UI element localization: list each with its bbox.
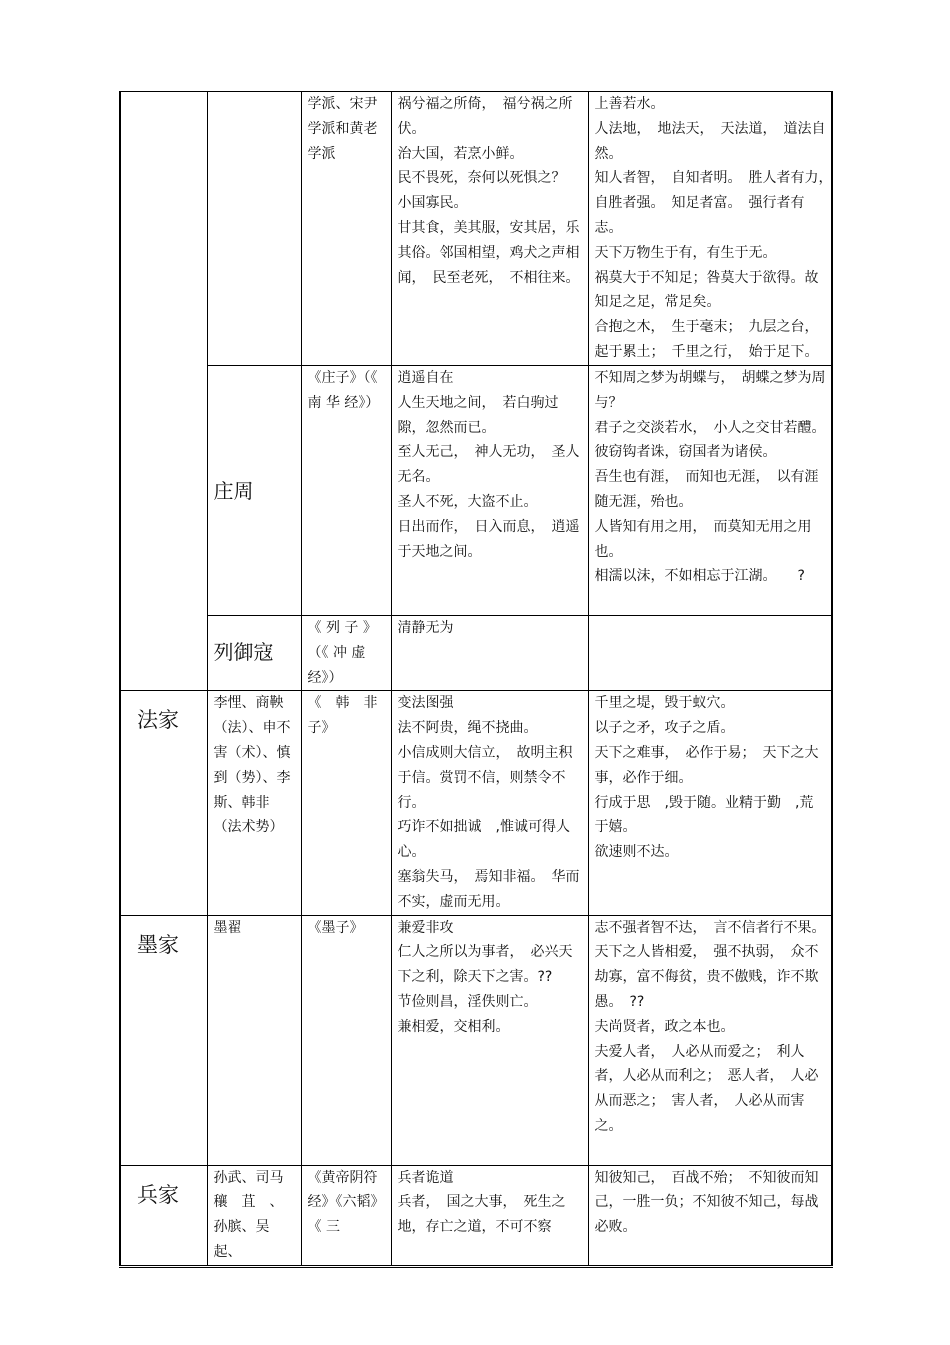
table-row: [120, 616, 832, 691]
quote-line: 天下万物生于有，有生于无。: [594, 244, 777, 261]
table-row: [120, 915, 832, 1165]
quote-line: 吾生也有涯， 而知也无涯， 以有涯随无涯，殆也。: [594, 469, 819, 510]
quote-line: 君子之交淡若水， 小人之交甘若醴。: [594, 419, 826, 436]
thought-cell: [391, 366, 588, 616]
quote-line: 夫爱人者， 人必从而爱之； 利人者，人必从而利之； 恶人者， 人必从而恶之； 害人者， 人必从而害之。: [594, 1043, 819, 1134]
quote-line: 欲速则不达。: [594, 844, 679, 861]
thought-cell: [391, 915, 588, 1165]
quote-line: 相濡以沫，不如相忘于江湖。 ?: [594, 568, 805, 585]
quote-line: 人法地， 地法天， 天法道， 道法自然。: [594, 120, 826, 162]
quotes-cell: [588, 1165, 832, 1266]
thought-cell: [391, 616, 588, 691]
thought-cell: [391, 1165, 588, 1266]
quotes-cell: [588, 691, 832, 915]
thought-line: 日出而作， 日入而息， 逍遥于天地之间。: [397, 518, 580, 560]
quotes-cell: [588, 616, 832, 691]
thought-line: 逍遥自在: [397, 370, 454, 386]
thought-line: 法不阿贵，绳不挠曲。: [397, 720, 538, 737]
quote-line: 知人者智， 自知者明。 胜人者有力， 自胜者强。 知足者富。 强行者有志。: [594, 170, 840, 236]
thought-line: 兵者诡道: [397, 1169, 454, 1186]
thought-line: 仁人之所以为事者， 必兴天下之利，除天下之害。??: [397, 944, 573, 986]
person-cell: 列御寇: [207, 616, 301, 691]
school-cell: 兵家: [120, 1165, 207, 1266]
table-row: [120, 1165, 832, 1266]
thought-line: 甘其食，美其服，安其居，乐其俗。邻国相望，鸡犬之声相闻， 民至老死， 不相往来。: [397, 219, 580, 286]
table-row: [120, 691, 832, 915]
person-cell: 李悝、商鞅（法）、申不害（术）、慎到（势）、李斯、韩非（法术势）: [207, 691, 301, 915]
thought-line: 塞翁失马， 焉知非福。 华而不实，虚而无用。: [397, 868, 580, 910]
thought-line: 兼相爱，交相利。: [397, 1018, 510, 1035]
quote-line: 天下之难事， 必作于易； 天下之大事，必作于细。: [594, 744, 819, 786]
quotes-cell: [588, 92, 840, 366]
quote-line: 彼窃钩者诛，窃国者为诸侯。: [594, 444, 777, 461]
book-cell: 《黄帝阴符经》《六韬》《 三: [301, 1165, 391, 1266]
quote-line: 以子之矛，攻子之盾。: [594, 720, 735, 737]
quote-line: 夫尚贤者，政之本也。: [594, 1018, 735, 1035]
school-cell: 墨家: [120, 915, 207, 1165]
table-row: [120, 366, 832, 616]
thought-line: 变法图强: [397, 695, 454, 712]
thought-line: 兵者， 国之大事， 死生之地，存亡之道，不可不察: [397, 1194, 566, 1236]
quote-line: 合抱之木， 生于毫末； 九层之台，起于累土； 千里之行， 始于足下。: [594, 319, 819, 360]
quote-line: 千里之堤，毁于蚁穴。: [594, 695, 735, 712]
thought-line: 治大国，若烹小鲜。: [397, 145, 524, 162]
thought-line: 兼爱非攻: [397, 919, 454, 936]
book-cell: 学派、宋尹学派和黄老学派: [301, 92, 391, 366]
thought-line: 圣人不死，大盗不止。: [397, 493, 538, 510]
thought-line: 人生天地之间， 若白驹过隙，忽然而已。: [397, 394, 559, 436]
quotes-cell: [588, 915, 832, 1165]
quote-line: 天下之人皆相爱， 强不执弱， 众不劫寡，富不侮贫，贵不傲贱，诈不欺愚。 ??: [594, 944, 819, 1010]
person-cell: 庄周: [207, 366, 301, 616]
quote-line: 人皆知有用之用， 而莫知无用之用也。: [594, 518, 812, 560]
thought-line: 节俭则昌，淫佚则亡。: [397, 993, 538, 1010]
quote-line: 不知周之梦为胡蝶与， 胡蝶之梦为周与？: [594, 370, 826, 411]
table-row: [120, 92, 832, 366]
person-cell: 孙武、司马穰 苴 、孙膑、吴起、: [207, 1165, 301, 1266]
school-cell: [120, 92, 207, 691]
person-cell: 墨翟: [207, 915, 301, 1165]
thought-line: 清静无为: [397, 620, 454, 636]
schools-table: [119, 91, 840, 1268]
book-cell: 《庄子》（《 南 华 经》）: [301, 366, 391, 616]
book-cell: 《墨子》: [301, 915, 391, 1165]
quote-line: 上善若水。: [594, 96, 665, 112]
thought-line: 巧诈不如拙诚 ,惟诚可得人心。: [397, 819, 570, 861]
thought-line: 民不畏死，奈何以死惧之？: [397, 170, 566, 187]
person-cell: [207, 92, 301, 366]
book-cell: 《 韩 非子》: [301, 691, 391, 915]
quote-line: 祸莫大于不知足；咎莫大于欲得。故知足之足，常足矣。: [594, 269, 819, 311]
quotes-cell: [588, 366, 832, 616]
thought-cell: [391, 691, 588, 915]
thought-line: 小信成则大信立， 故明主积于信。赏罚不信，则禁令不行。: [397, 744, 573, 811]
thought-line: 祸兮福之所倚， 福兮祸之所伏。: [397, 96, 573, 137]
quote-line: 知彼知己， 百战不殆； 不知彼而知己，一胜一负；不知彼不知己，每战必败。: [594, 1169, 819, 1236]
school-cell: 法家: [120, 691, 207, 915]
thought-cell: [391, 92, 588, 366]
thought-line: 至人无己， 神人无功， 圣人无名。: [397, 444, 580, 486]
book-cell: 《 列 子 》（《 冲 虚 经》）: [301, 616, 391, 691]
quote-line: 志不强者智不达， 言不信者行不果。: [594, 919, 826, 936]
quote-line: 行成于思 ,毁于随。业精于勤 ,荒于嬉。: [594, 794, 814, 836]
thought-line: 小国寡民。: [397, 195, 468, 212]
